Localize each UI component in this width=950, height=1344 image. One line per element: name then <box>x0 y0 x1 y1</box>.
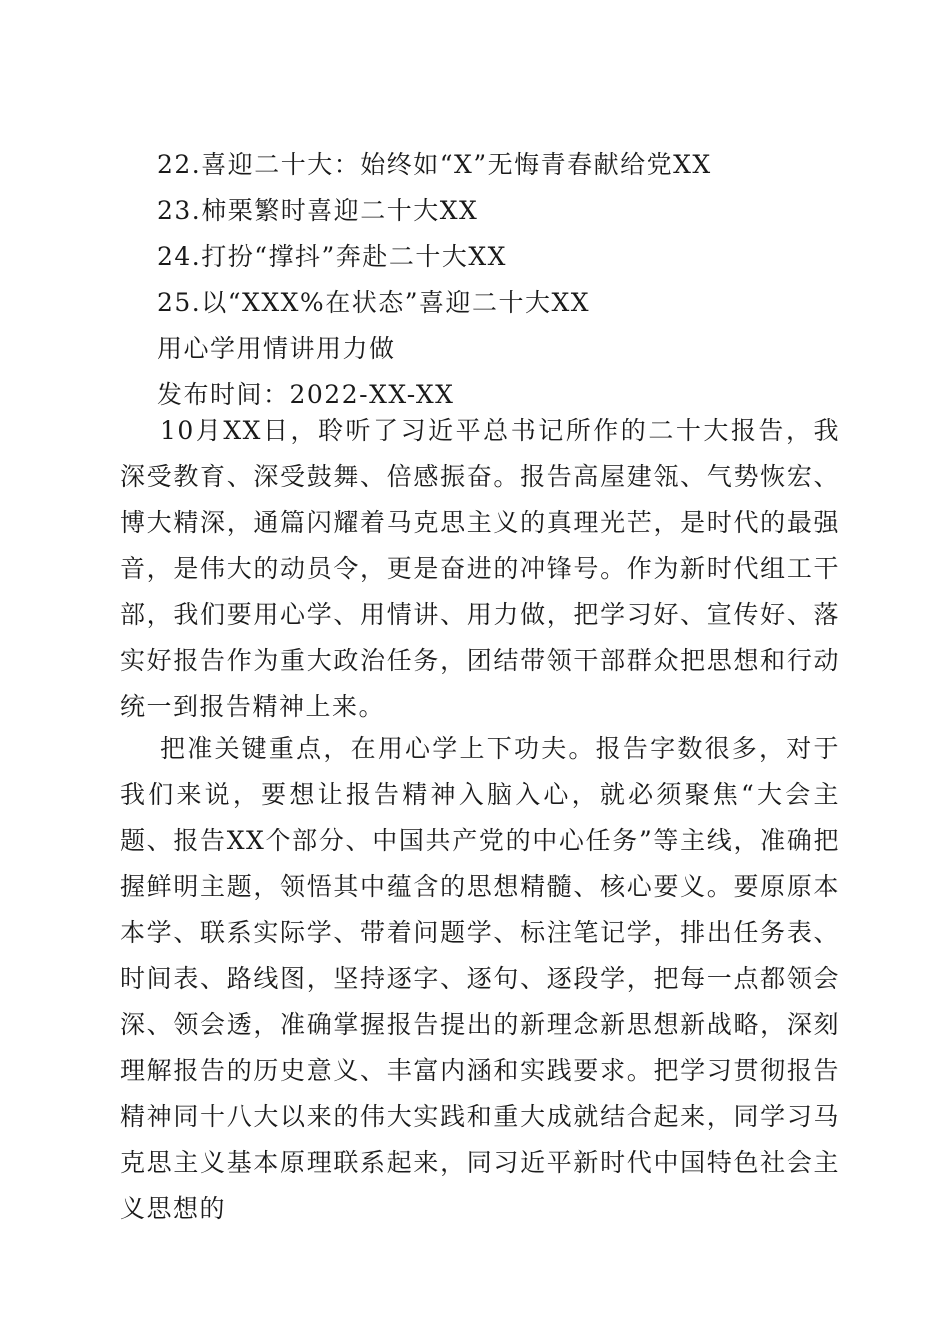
list-item[interactable]: 23.柿栗繁时喜迎二十大XX <box>157 196 479 225</box>
article-title: 用心学用情讲用力做 <box>157 334 396 363</box>
publish-time: 发布时间：2022-XX-XX <box>157 380 455 409</box>
article-list <box>157 142 857 418</box>
list-item[interactable]: 25.以“XXX%在状态”喜迎二十大XX <box>157 288 591 317</box>
body-paragraph: 10月XX日，聆听了习近平总书记所作的二十大报告，我深受教育、深受鼓舞、倍感振奋。报告高屋建瓴、气势恢宏、博大精深，通篇闪耀着马克思主义的真理光芒，是时代的最强音，是伟大的动员令，更是奋进的冲锋号。作为新时代组工干部，我们要用心学、用情讲、用力做，把学习好、宣传好、落实好报告作为重大政治任务，团结带领干部群众把思想和行动统一到报告精神上来。 <box>120 416 840 721</box>
list-item[interactable]: 22.喜迎二十大：始终如“X”无悔青春献给党XX <box>157 150 712 179</box>
list-item[interactable]: 24.打扮“撑抖”奔赴二十大XX <box>157 242 507 271</box>
body-paragraph: 把准关键重点，在用心学上下功夫。报告字数很多，对于我们来说，要想让报告精神入脑入心，就必须聚焦“大会主题、报告XX个部分、中国共产党的中心任务”等主线，准确把握鲜明主题，领悟其中蕴含的思想精髓、核心要义。要原原本本学、联系实际学、带着问题学、标注笔记学，排出任务表、时间表、路线图，坚持逐字、逐句、逐段学，把每一点都领会深、领会透，准确掌握报告提出的新理念新思想新战略，深刻理解报告的历史意义、丰富内涵和实践要求。把学习贯彻报告精神同十八大以来的伟大实践和重大成就结合起来，同学习马克思主义基本原理联系起来，同习近平新时代中国特色社会主义思想的 <box>120 734 840 1223</box>
